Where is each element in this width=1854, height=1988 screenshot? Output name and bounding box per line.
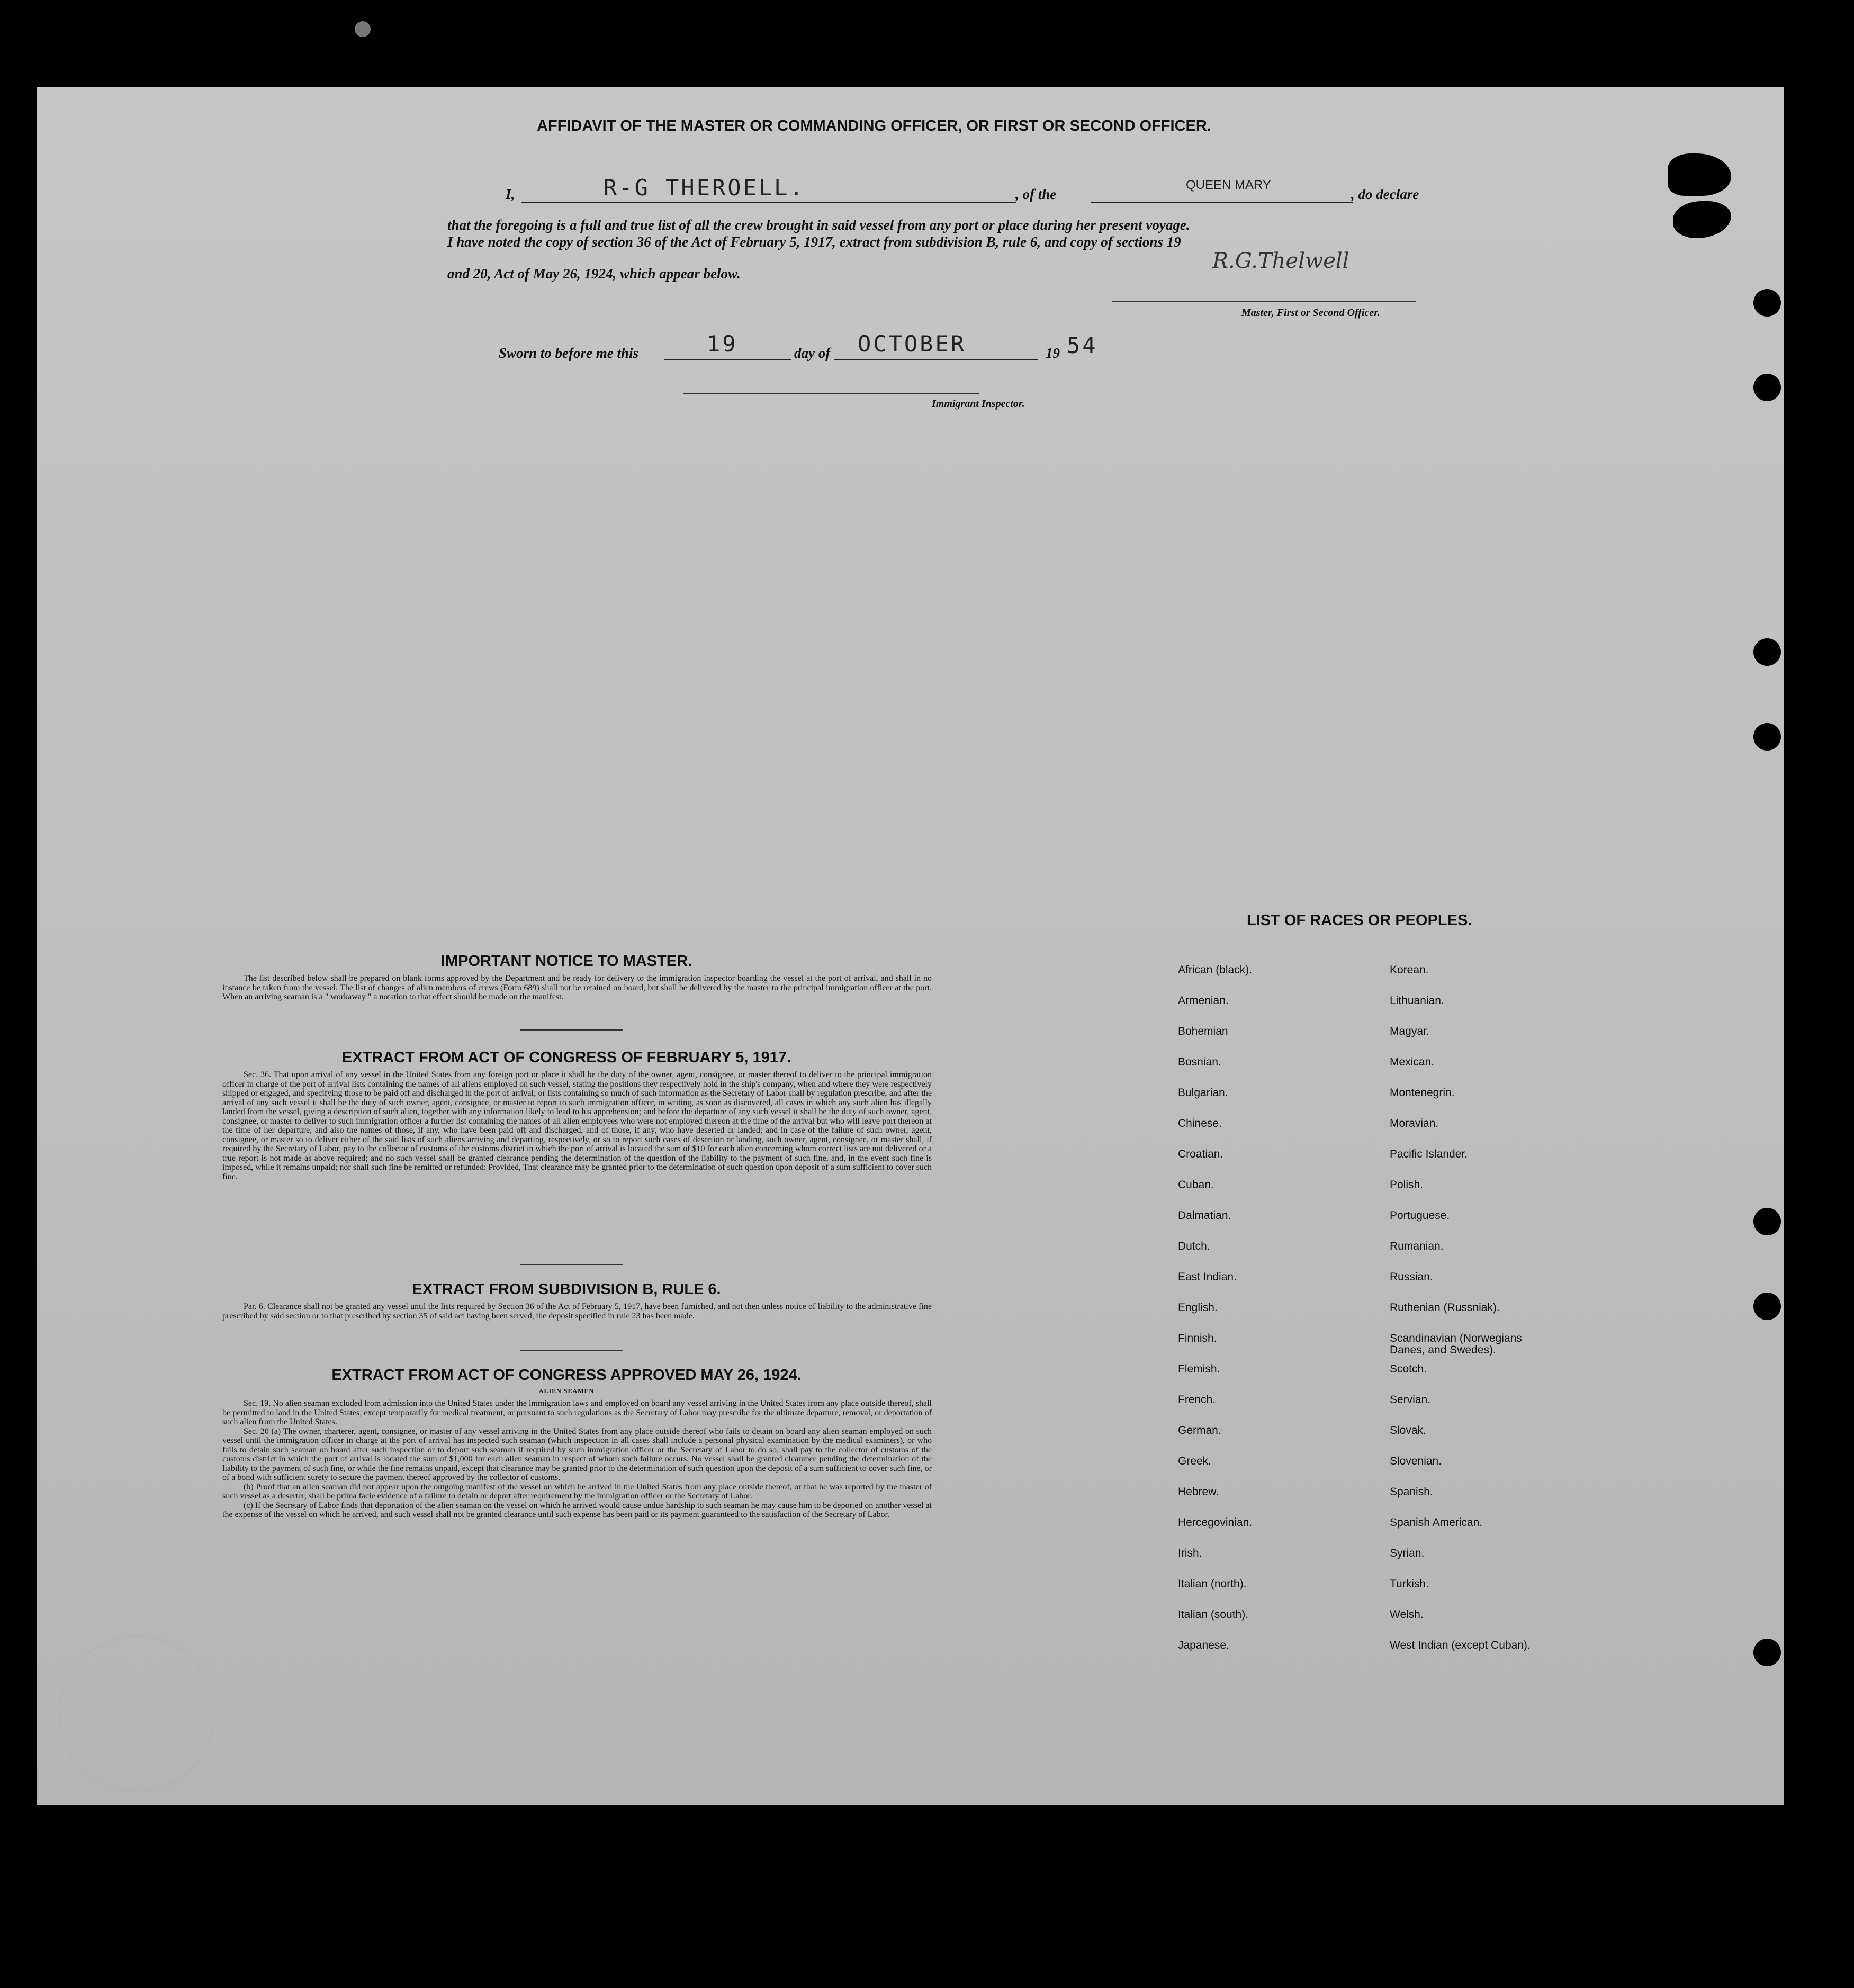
inspector-caption: Immigrant Inspector. [932,398,1025,410]
race-item: Welsh. [1390,1609,1424,1621]
race-item: Korean. [1390,964,1429,976]
extract-1924-subtitle: ALIEN SEAMEN [538,1387,595,1395]
race-item: Slovenian. [1390,1455,1442,1467]
divider [520,1264,623,1265]
race-item: Scotch. [1390,1363,1427,1375]
officer-name-blank [521,202,1016,203]
race-item: Hercegovinian. [1178,1516,1253,1529]
race-item: Scandinavian (Norwegians Danes, and Swedes). [1390,1332,1522,1356]
binder-hole [1753,638,1781,666]
race-item: Irish. [1178,1547,1202,1559]
race-item: Montenegrin. [1390,1087,1455,1099]
race-item: Syrian. [1390,1547,1425,1559]
race-item: Magyar. [1390,1025,1429,1037]
race-item: Hebrew. [1178,1486,1219,1498]
race-item: Dalmatian. [1178,1209,1231,1222]
binder-hole [1753,1639,1781,1666]
inspector-line [683,393,979,394]
sworn-day-of: day of [794,345,831,361]
race-item: West Indian (except Cuban). [1390,1639,1531,1651]
race-item: Servian. [1390,1394,1431,1406]
race-item: Mexican. [1390,1056,1435,1068]
signature-line [1112,301,1416,302]
extract-1917-title: EXTRACT FROM ACT OF CONGRESS OF FEBRUARY 5, 1917. [341,1049,791,1066]
par-6-paragraph: Par. 6. Clearance shall not be granted any vessel until the lists required by Section 36 of the Act of February 5, 1917, have been furnished, and not then unless notice of liability to the administrative fine prescribed by said section or to that prescribed by section 35 of said act having been served, the deposit specified in rule 23 has been made. [222,1302,932,1321]
race-item: Chinese. [1178,1117,1222,1129]
sworn-prefix: Sworn to before me this [499,345,639,361]
affidavit-title: AFFIDAVIT OF THE MASTER OR COMMANDING OFFICER, OR FIRST OR SECOND OFFICER. [537,118,1211,134]
divider [520,1350,623,1351]
affidavit-line-3: I have noted the copy of section 36 of the Act of February 5, 1917, extract from subdivision B, rule 6, and copy of sections 19 [447,234,1181,250]
extract-1924-title: EXTRACT FROM ACT OF CONGRESS APPROVED MAY 26, 1924. [331,1367,802,1384]
race-item: Italian (north). [1178,1578,1247,1590]
race-item: Armenian. [1178,995,1229,1007]
sec-20a-paragraph: Sec. 20 (a) The owner, charterer, agent, consignee, or master of any vessel arriving in the United States from any place outside thereof who fails to detain on board any alien seaman employed on such vessel until the immigration officer in charge at the port of arrival has inspected such seaman (which inspection in all cases shall include a personal physical examination by the medical examiners), or who fails to detain such seaman on board after such inspection or to deport such seaman if required by such immigration officer or the Secretary of Labor to do so, shall pay to the collector of customs of the customs district in which the port of arrival is located the sum of $1,000 for each alien seaman in respect of whom such failure occurs. No vessel shall be granted clearance pending the determination of the liability to the payment of such fine, or while the fine remains unpaid, except that clearance may be granted prior to the determination of such question upon the deposit of a sum sufficient to cover such fine, or of a bond with sufficient surety to secure the payment thereof approved by the collector of customs. [222,1426,932,1482]
race-item: Slovak. [1390,1424,1426,1436]
race-item: German. [1178,1424,1221,1436]
race-item: Spanish American. [1390,1516,1483,1529]
race-item: Portuguese. [1390,1209,1450,1222]
race-item: Polish. [1390,1179,1424,1191]
race-item: Lithuanian. [1390,995,1444,1007]
notice-paragraph: The list described below shall be prepared on blank forms approved by the Department and be ready for delivery to the immigration inspector boarding the vessel at the port of arrival, and shall in no instance be taken from the vessel. The list of changes of alien members of crews (Form 689) shall not be retained on board, but shall be delivered by the master to the principal immigration officer at the port. When an arriving seaman is a " workaway " a notation to that effect should be made on the manifest. [222,974,932,1001]
race-item: Flemish. [1178,1363,1220,1375]
sworn-month: OCTOBER [858,331,967,357]
binder-hole [1753,289,1781,317]
race-item: Pacific Islander. [1390,1148,1468,1160]
race-item: Japanese. [1178,1639,1229,1651]
subdivision-title: EXTRACT FROM SUBDIVISION B, RULE 6. [412,1281,721,1298]
notice-title: IMPORTANT NOTICE TO MASTER. [440,953,692,970]
punch-mark [355,21,371,37]
sec-20c-paragraph: (c) If the Secretary of Labor finds that deportation of the alien seaman on the vessel on which he arrived would cause undue hardship to such seaman he may cause him to be deported on another vessel at the expense of the vessel on which he arrived, and such vessel shall not be granted clearance until such expense has been paid or its payment guaranteed to the satisfaction of the Secretary of Labor. [222,1501,932,1519]
race-item: Rumanian. [1390,1240,1444,1252]
sworn-year-prefix: 19 [1046,345,1060,361]
sec-19-paragraph: Sec. 19. No alien seaman excluded from admission into the United States under the immigration laws and employed on board any vessel arriving in the United States from any place outside thereof, shall be permitted to land in the United States, except temporarily for medical treatment, or pursuant to such regulations as the Secretary of Labor may prescribe for the ultimate departure, removal, or deportation of such alien from the United States. [222,1399,932,1426]
officer-name: R-G THEROELL. [604,175,805,201]
subdivision-text [222,1302,932,1321]
race-item: Cuban. [1178,1179,1214,1191]
race-item: Moravian. [1390,1117,1439,1129]
race-item: Ruthenian (Russniak). [1390,1302,1500,1314]
race-item: Italian (south). [1178,1609,1249,1621]
race-item: English. [1178,1302,1218,1314]
affidavit-of-the: , of the [1015,186,1057,202]
extract-1924-text [222,1399,932,1520]
affidavit-line-2: that the foregoing is a full and true list of all the crew brought in said vessel from any port or place during her present voyage. [447,217,1190,233]
affidavit-declare: , do declare [1351,186,1419,202]
binder-hole [1753,374,1781,401]
vessel-blank [1091,202,1353,203]
race-item: Bosnian. [1178,1056,1221,1068]
race-item: Dutch. [1178,1240,1210,1252]
sworn-month-blank [834,359,1038,360]
sworn-year: 54 [1067,332,1098,358]
race-item: East Indian. [1178,1271,1237,1283]
binder-hole [1753,723,1781,751]
races-title: LIST OF RACES OR PEOPLES. [1247,912,1472,929]
embossed-seal [58,1635,215,1792]
sworn-day: 19 [707,331,738,357]
affidavit-line-4: and 20, Act of May 26, 1924, which appear below. [447,266,741,282]
race-item: African (black). [1178,964,1253,976]
race-item: Spanish. [1390,1486,1433,1498]
race-item: Russian. [1390,1271,1433,1283]
extract-1917-text [222,1070,932,1181]
race-item: French. [1178,1394,1216,1406]
vessel-name: QUEEN MARY [1186,178,1271,192]
sec-36-paragraph: Sec. 36. That upon arrival of any vessel in the United States from any foreign port or place it shall be the duty of the owner, agent, consignee, or master thereof to deliver to the principal immigration officer in charge of the port of arrival lists containing the names of all aliens employed on such vessel, stating the positions they respectively hold in the ship's company, when and where they were respectively shipped or engaged, and specifying those to be paid off and discharged in the port of arrival; or lists containing so much of such information as the Secretary of Labor shall by regulation prescribe; and after the arrival of any such vessel it shall be the duty of such owner, agent, consignee, or master to report to such immigration officer, in writing, as soon as discovered, all cases in which any such alien has illegally landed from the vessel, giving a description of such alien, together with any information likely to lead to his apprehension; and before the departure of any such vessel it shall be the duty of such owner, agent, consignee, or master to deliver to such immigration officer a further list containing the names of all alien employees who were not employed thereon at the time of the arrival but who will leave port thereon at the time of her departure, and also the names of those, if any, who have been paid off and discharged, and of those, if any, who have deserted or landed; and in case of the failure of such owner, agent, consignee, or master so to deliver either of the said lists of such aliens arriving and departing, respectively, or so to report such cases of desertion or landing, such owner, agent, consignee, or master shall, if required by the Secretary of Labor, pay to the collector of customs of the customs district in which the port of arrival is located the sum of $10 for each alien concerning whom correct lists are not delivered or a true report is not made as above required; and no such vessel shall be granted clearance pending the determination of the question of the liability to the payment of such fine, and, in the event such fine is imposed, while it remains unpaid; nor shall such fine be remitted or refunded: Provided, That clearance may be granted prior to the determination of such question upon deposit of a sum sufficient to cover such fine. [222,1070,932,1181]
notice-text [222,974,932,1002]
sec-20b-paragraph: (b) Proof that an alien seaman did not appear upon the outgoing manifest of the vessel on which he arrived in the United States from any place outside thereof, or that he was reported by the master of such vessel as a deserter, shall be prima facie evidence of a failure to detain or deport after requirement by the immigration officer or the Secretary of Labor. [222,1482,932,1501]
sworn-day-blank [664,359,791,360]
divider [520,1029,623,1031]
race-item: Croatian. [1178,1148,1223,1160]
race-item: Turkish. [1390,1578,1429,1590]
race-item: Finnish. [1178,1332,1217,1344]
binder-hole [1753,1208,1781,1235]
master-caption: Master, First or Second Officer. [1241,307,1380,319]
race-item: Bulgarian. [1178,1087,1228,1099]
race-item: Greek. [1178,1455,1212,1467]
affidavit-i: I, [506,186,515,202]
binder-hole [1753,1293,1781,1320]
race-item: Bohemian [1178,1025,1228,1037]
master-signature: R.G.Thelwell [1212,249,1349,273]
